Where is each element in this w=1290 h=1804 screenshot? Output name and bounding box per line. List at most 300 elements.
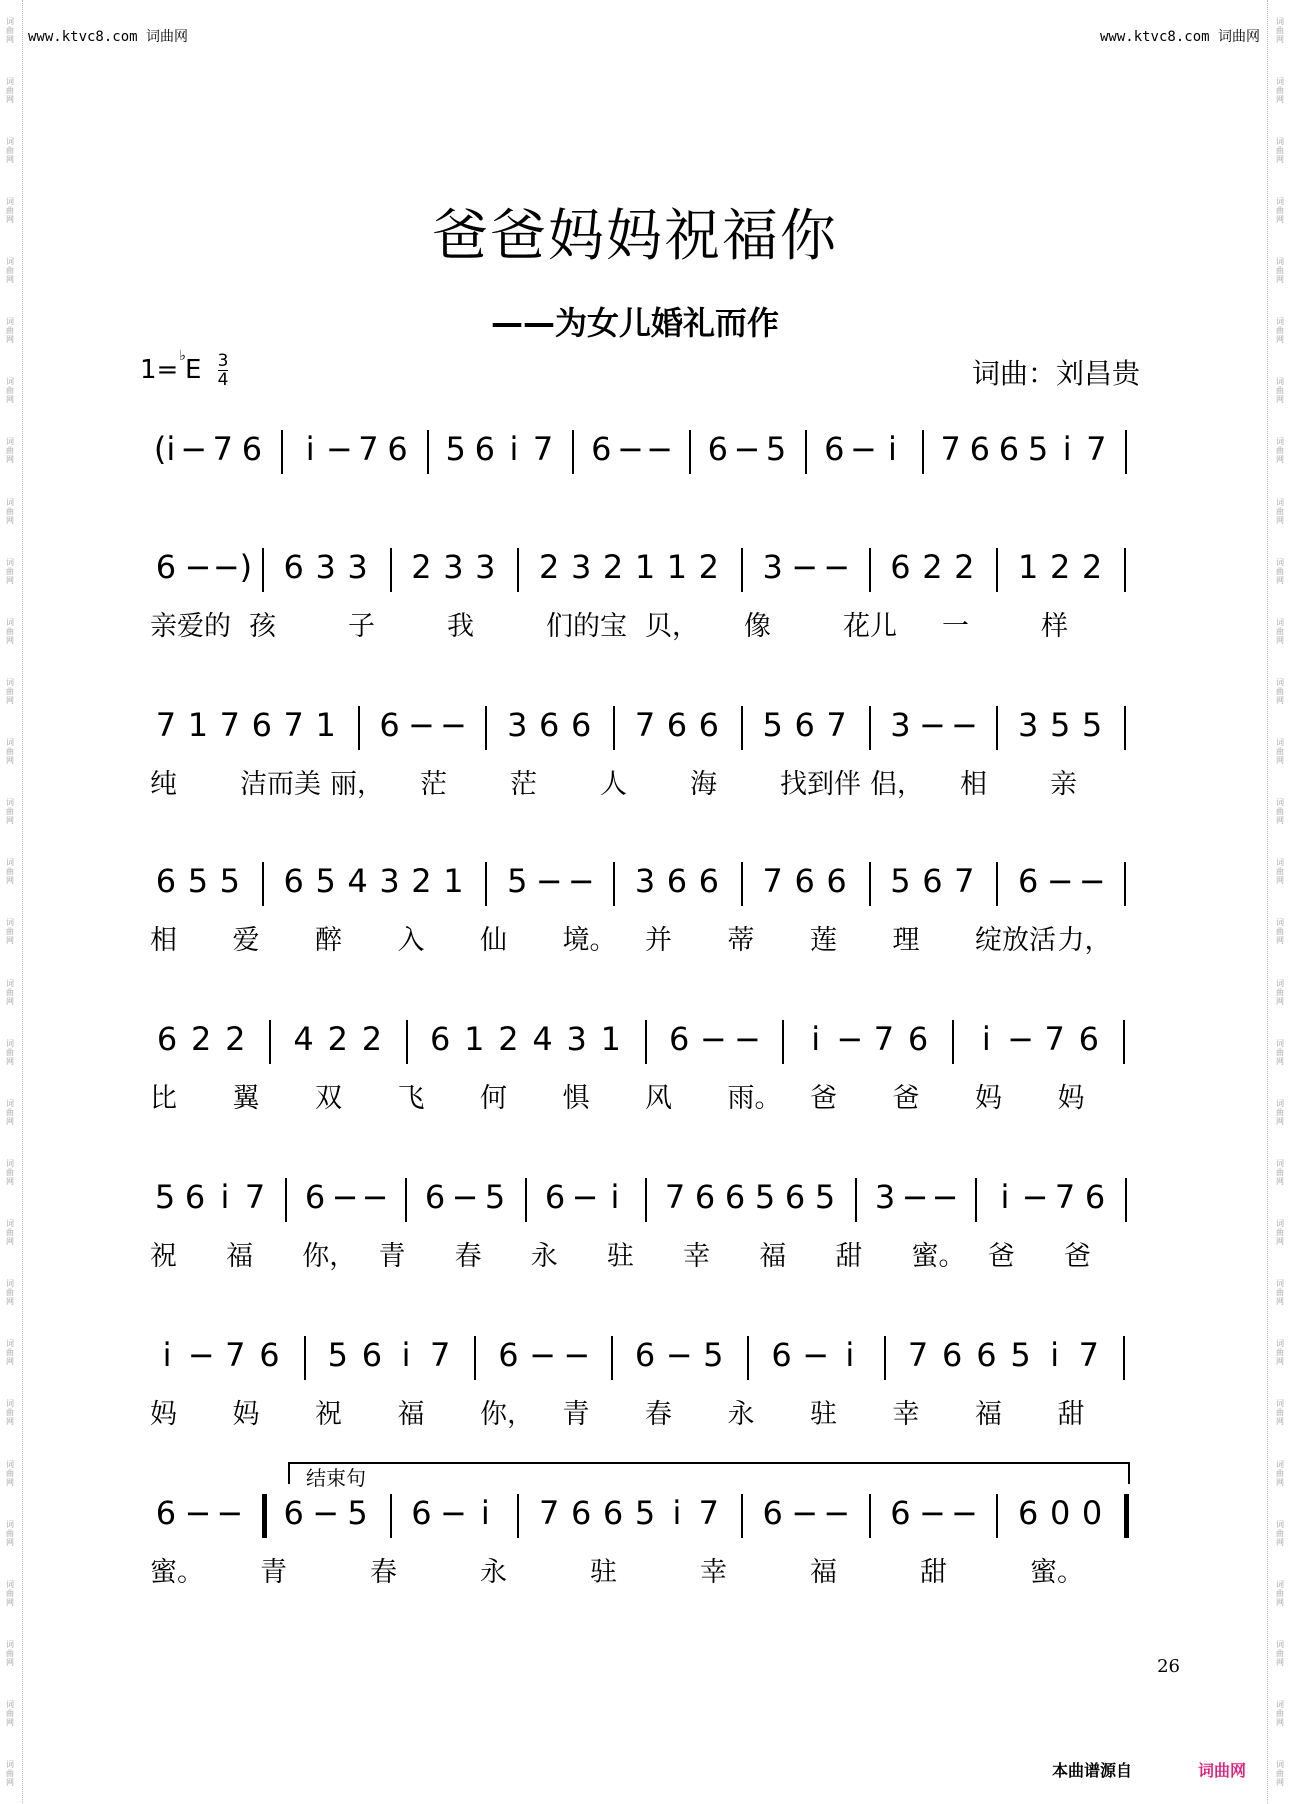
edge-watermark-text: 词曲网 <box>5 1038 15 1066</box>
note: 6 <box>668 1020 690 1058</box>
lyric-word: 爸 <box>1063 1241 1091 1272</box>
note: 6 <box>387 430 408 468</box>
edge-watermark-text: 词曲网 <box>5 257 15 285</box>
lyric-word: 爸 <box>987 1241 1015 1272</box>
note: 3 <box>443 548 464 586</box>
lyric-word: 一 <box>942 611 969 642</box>
note: i̇ <box>845 1336 855 1374</box>
note: i̇ <box>1000 1178 1010 1216</box>
lyrics-row <box>150 1076 1140 1116</box>
bar-line <box>1125 430 1127 474</box>
edge-watermark-text: 词曲网 <box>5 1760 15 1788</box>
bar-line <box>884 1336 886 1380</box>
bar-line <box>390 1494 392 1538</box>
note: 7 <box>532 430 554 468</box>
note: 6 <box>1084 1178 1106 1216</box>
lyric-word: 妈 <box>975 1083 1002 1114</box>
edge-watermark-text: 词曲网 <box>5 1399 15 1427</box>
edge-watermark-text: 词曲网 <box>1275 257 1285 285</box>
note: 6 <box>824 430 845 468</box>
note: i̇ <box>509 430 519 468</box>
bar-line <box>358 706 360 750</box>
score-notes-row <box>150 1178 1140 1226</box>
edge-watermark-text: 词曲网 <box>1275 798 1285 826</box>
note: 6 <box>1018 862 1039 900</box>
note: 1 <box>600 1020 622 1058</box>
note: 5 <box>347 1494 368 1532</box>
edge-watermark-text: 词曲网 <box>1275 1399 1285 1427</box>
edge-watermark-text: 词曲网 <box>1275 918 1285 946</box>
note: 6 <box>283 862 304 900</box>
edge-watermark-text: 词曲网 <box>5 136 15 164</box>
note: 5 <box>445 430 466 468</box>
edge-watermark-text: 词曲网 <box>5 858 15 886</box>
edge-watermark-text: 词曲网 <box>5 76 15 104</box>
note: i̇ <box>811 1020 821 1058</box>
note: 6 <box>969 430 991 468</box>
lyric-word: 青 <box>378 1241 406 1272</box>
note: 6 <box>251 706 272 744</box>
note: i̇ <box>672 1494 682 1532</box>
bar-line <box>474 1336 476 1380</box>
note: 6 <box>890 548 911 586</box>
time-signature-top: 3 <box>217 351 229 371</box>
bar-line <box>269 1020 271 1064</box>
lyrics-row <box>150 762 1140 802</box>
note: 6 <box>794 706 815 744</box>
note: 6 <box>784 1178 806 1216</box>
note: 6 <box>591 430 612 468</box>
edge-watermark-text: 词曲网 <box>1275 1760 1285 1788</box>
edge-watermark-text: 词曲网 <box>5 677 15 705</box>
note: 7 <box>664 1178 686 1216</box>
note: 3 <box>475 548 496 586</box>
lyric-word: 永 <box>530 1241 558 1272</box>
note: − <box>567 862 595 900</box>
bar-line <box>741 548 743 592</box>
lyrics-row <box>150 1392 1140 1432</box>
watermark-top-right: www.ktvc8.com 词曲网 <box>1099 29 1260 45</box>
note: 5 <box>762 706 783 744</box>
edge-watermark-text: 词曲网 <box>5 1459 15 1487</box>
ending-bracket <box>288 1462 1130 1490</box>
note: (i̇ <box>153 430 176 468</box>
lyric-word: 爸 <box>892 1083 920 1114</box>
note: 2 <box>411 548 432 586</box>
note: 7 <box>1054 1178 1076 1216</box>
lyric-word: 蜜。 <box>911 1241 966 1272</box>
note: 1 <box>666 548 688 586</box>
edge-watermark-text: 词曲网 <box>5 1339 15 1367</box>
lyric-word: 相 <box>150 925 177 956</box>
footer-source: 本曲谱源自 <box>1052 1761 1133 1780</box>
note: − <box>187 1336 215 1374</box>
lyric-word: 花儿 <box>843 611 897 642</box>
bar-line <box>390 548 392 592</box>
bar-line <box>869 1494 871 1538</box>
note: 6 <box>794 862 815 900</box>
note: − <box>919 706 946 744</box>
key-note: E <box>184 355 202 385</box>
ending-label: 结束句 <box>306 1466 366 1490</box>
note: 5 <box>634 1494 656 1532</box>
edge-watermark-text: 词曲网 <box>5 497 15 525</box>
lyric-word: 福 <box>975 1399 1002 1430</box>
lyric-word: 亲 <box>1050 769 1077 800</box>
note: − <box>823 1494 851 1532</box>
lyric-word: 妈 <box>232 1399 260 1430</box>
bar-line <box>1124 1494 1129 1538</box>
footer-site: 词曲网 <box>1198 1761 1247 1780</box>
lyric-word: 茫 <box>420 769 447 800</box>
bar-line <box>1124 548 1126 592</box>
bar-line <box>262 1494 267 1538</box>
note: 6 <box>155 548 177 586</box>
lyric-word: 春 <box>645 1399 672 1430</box>
lyric-word: 蜜。 <box>150 1557 204 1588</box>
bar-line <box>869 862 871 906</box>
note: − <box>312 1494 340 1532</box>
edge-watermark-text: 词曲网 <box>5 377 15 405</box>
note: 6 <box>694 1178 716 1216</box>
note: i̇ <box>1062 430 1072 468</box>
score-notes-row <box>150 862 1140 910</box>
lyric-word: 幸 <box>700 1557 727 1588</box>
edge-watermark-text: 词曲网 <box>5 1700 15 1728</box>
edge-watermark-text: 词曲网 <box>5 317 15 345</box>
note: 5 <box>1049 706 1071 744</box>
note: 5 <box>754 1178 776 1216</box>
note: 1 <box>1018 548 1039 586</box>
lyric-word: 春 <box>370 1557 397 1588</box>
note: − <box>665 1336 693 1374</box>
note: 3 <box>762 548 783 586</box>
lyric-word: 境。 <box>562 925 617 956</box>
bar-line <box>281 430 283 474</box>
note: 6 <box>539 706 560 744</box>
edge-watermark-text: 词曲网 <box>1275 1158 1285 1186</box>
lyric-word: 你， <box>480 1399 534 1430</box>
edge-watermark-text: 词曲网 <box>5 798 15 826</box>
score-notes-row <box>150 548 1140 596</box>
lyric-word: 福 <box>759 1241 787 1272</box>
note: 6 <box>602 1494 624 1532</box>
note: 7 <box>762 862 783 900</box>
lyric-word: 理 <box>892 925 920 956</box>
note: 2 <box>498 1020 519 1058</box>
note: 7 <box>954 862 975 900</box>
lyric-word: 醉 <box>315 925 342 956</box>
lyric-word: 纯 <box>150 769 177 800</box>
note: 6 <box>666 706 688 744</box>
note: 2 <box>225 1020 246 1058</box>
lyric-word: 甜 <box>920 1557 947 1588</box>
lyric-word: 惧 <box>562 1083 590 1114</box>
note: 4 <box>347 862 368 900</box>
bar-line <box>869 548 871 592</box>
note: − <box>1007 1020 1034 1058</box>
note: 2 <box>1049 548 1071 586</box>
note: 6 <box>1018 1494 1039 1532</box>
bar-line <box>405 1178 407 1222</box>
bar-line <box>869 706 871 750</box>
bar-line <box>782 1020 784 1064</box>
note: 2 <box>539 548 560 586</box>
note: 5 <box>814 1178 836 1216</box>
edge-watermark-text: 词曲网 <box>5 557 15 585</box>
note: − <box>1021 1178 1049 1216</box>
note: 6 <box>698 706 720 744</box>
bar-line <box>855 1178 857 1222</box>
note: i̇ <box>220 1178 230 1216</box>
lyric-word: 仙 <box>480 925 507 956</box>
lyric-word: 海 <box>690 769 717 800</box>
note: − <box>733 430 761 468</box>
note: 3 <box>566 1020 587 1058</box>
lyric-word: 爱 <box>232 925 260 956</box>
note: − <box>571 1178 599 1216</box>
note: − <box>1046 862 1074 900</box>
note: 5 <box>1027 430 1049 468</box>
lyric-word: 你， <box>302 1241 357 1272</box>
bar-line <box>262 548 264 592</box>
bar-line <box>975 1178 977 1222</box>
lyric-word: 甜 <box>835 1241 863 1272</box>
edge-watermark-text: 词曲网 <box>1275 738 1285 766</box>
note: 3 <box>347 548 368 586</box>
bar-line <box>517 548 519 592</box>
lyric-word: 妈 <box>1057 1083 1085 1114</box>
bar-line <box>645 1178 647 1222</box>
note: 1 <box>443 862 464 900</box>
note: − <box>331 1178 359 1216</box>
edge-watermark-text: 词曲网 <box>1275 136 1285 164</box>
note: 7 <box>698 1494 720 1532</box>
bar-line <box>1124 706 1126 750</box>
lyric-word: 福 <box>226 1241 254 1272</box>
note: 5 <box>154 1178 176 1216</box>
edge-watermark-text: 词曲网 <box>1275 1579 1285 1607</box>
bar-line <box>406 1020 408 1064</box>
note: 6 <box>724 1178 746 1216</box>
lyric-word: 们的宝 <box>546 611 627 642</box>
note: 3 <box>1018 706 1039 744</box>
lyric-word: 并 <box>645 925 672 956</box>
bar-line <box>572 430 574 474</box>
note: − <box>901 1178 929 1216</box>
note: 6 <box>379 706 400 744</box>
lyric-word: 人 <box>600 769 627 800</box>
lyric-word: 何 <box>480 1083 507 1114</box>
note: 7 <box>225 1336 246 1374</box>
lyric-word: 飞 <box>397 1083 425 1114</box>
note: 6 <box>155 1494 177 1532</box>
lyric-word: 孩 <box>249 611 276 642</box>
note: 3 <box>890 706 911 744</box>
note: 5 <box>765 430 787 468</box>
note: 6 <box>907 1020 929 1058</box>
lyric-word: 驻 <box>606 1241 634 1272</box>
note: −) <box>212 548 253 586</box>
note: 1 <box>634 548 656 586</box>
lyric-word: 福 <box>397 1399 425 1430</box>
note: 1 <box>187 706 209 744</box>
note: 6 <box>259 1336 280 1374</box>
edge-watermark-text: 词曲网 <box>5 1639 15 1667</box>
note: 3 <box>570 548 592 586</box>
note: 0 <box>1081 1494 1103 1532</box>
edge-watermark-text: 词曲网 <box>1275 1038 1285 1066</box>
lyrics-row <box>150 604 1140 644</box>
edge-watermark-text: 词曲网 <box>1275 1279 1285 1307</box>
bar-line <box>996 706 998 750</box>
edge-watermark-text: 词曲网 <box>1275 978 1285 1006</box>
note: − <box>617 430 644 468</box>
bar-line <box>427 430 429 474</box>
bar-line <box>922 430 924 474</box>
note: 2 <box>698 548 720 586</box>
note: 6 <box>424 1178 446 1216</box>
bar-line <box>741 1494 743 1538</box>
note: 7 <box>634 706 656 744</box>
edge-watermark-text: 词曲网 <box>5 1279 15 1307</box>
note: 6 <box>429 1020 451 1058</box>
lyric-word: 样 <box>1041 611 1068 642</box>
bar-line <box>645 1020 647 1064</box>
note: i̇ <box>1050 1336 1060 1374</box>
note: 3 <box>634 862 656 900</box>
score-notes-row <box>150 706 1140 754</box>
score-notes-row <box>150 1020 1140 1068</box>
bar-line <box>485 706 487 750</box>
bar-line <box>1123 1336 1125 1380</box>
bar-line <box>996 1494 998 1538</box>
lyric-word: 像 <box>744 611 771 642</box>
note: − <box>931 1178 959 1216</box>
note: − <box>535 862 563 900</box>
note: 5 <box>484 1178 506 1216</box>
note: 0 <box>1049 1494 1071 1532</box>
note: i̇ <box>981 1020 991 1058</box>
bar-line <box>805 430 807 474</box>
note: 5 <box>1081 706 1103 744</box>
edge-watermark-text: 词曲网 <box>5 738 15 766</box>
bar-line <box>1124 862 1126 906</box>
note: 5 <box>507 862 528 900</box>
note: − <box>919 1494 946 1532</box>
note: − <box>529 1336 556 1374</box>
key-prefix: 1= <box>140 355 179 385</box>
edge-watermark-text: 词曲网 <box>1275 16 1285 44</box>
note: 6 <box>998 430 1020 468</box>
note: 4 <box>293 1020 314 1058</box>
note: 6 <box>666 862 688 900</box>
lyric-word: 风 <box>645 1083 672 1114</box>
bar-line <box>747 1336 749 1380</box>
note: 6 <box>156 1020 178 1058</box>
time-signature-bottom: 4 <box>217 370 229 390</box>
note: 2 <box>1081 548 1103 586</box>
note: − <box>802 1336 830 1374</box>
edge-watermark-text: 词曲网 <box>5 617 15 645</box>
note: 7 <box>283 706 304 744</box>
edge-watermark-text: 词曲网 <box>1275 1459 1285 1487</box>
note: 6 <box>241 430 263 468</box>
lyric-word: 驻 <box>590 1557 617 1588</box>
edge-watermark-text: 词曲网 <box>1275 196 1285 224</box>
bar-line <box>996 862 998 906</box>
bar-line <box>613 706 615 750</box>
lyric-word: 幸 <box>683 1241 711 1272</box>
note: 5 <box>703 1336 724 1374</box>
note: 7 <box>155 706 177 744</box>
edge-watermark-text: 词曲网 <box>1275 1098 1285 1126</box>
note: 3 <box>874 1178 896 1216</box>
note: 6 <box>826 862 847 900</box>
edge-watermark-text: 词曲网 <box>5 437 15 465</box>
note: 5 <box>1010 1336 1031 1374</box>
edge-watermark-text: 词曲网 <box>5 978 15 1006</box>
note: − <box>361 1178 389 1216</box>
note: 7 <box>244 1178 266 1216</box>
lyric-word: 蒂 <box>727 925 755 956</box>
note: 7 <box>219 706 240 744</box>
note: 7 <box>212 430 233 468</box>
note: − <box>184 548 212 586</box>
note: 6 <box>707 430 728 468</box>
score-notes-row <box>150 430 1140 478</box>
edge-watermark-text: 词曲网 <box>5 918 15 946</box>
note: i̇ <box>610 1178 620 1216</box>
lyrics-row <box>150 486 1140 526</box>
bar-line <box>996 548 998 592</box>
note: 7 <box>1044 1020 1065 1058</box>
lyric-word: 茫 <box>510 769 537 800</box>
note: 6 <box>498 1336 519 1374</box>
note: 7 <box>826 706 847 744</box>
note: 6 <box>976 1336 997 1374</box>
note: 4 <box>532 1020 553 1058</box>
lyric-word: 雨。 <box>727 1083 782 1114</box>
note: − <box>699 1020 727 1058</box>
lyric-word: 我 <box>447 611 474 642</box>
note: i̇ <box>480 1494 490 1532</box>
lyric-word: 翼 <box>232 1083 260 1114</box>
bar-line <box>485 862 487 906</box>
lyric-word: 青 <box>562 1399 590 1430</box>
edge-watermark-text: 词曲网 <box>1275 437 1285 465</box>
note: − <box>216 1494 244 1532</box>
note: − <box>408 706 435 744</box>
right-edge-watermark <box>1272 0 1288 1804</box>
note: 2 <box>922 548 943 586</box>
edge-watermark-text: 词曲网 <box>1275 1219 1285 1247</box>
note: − <box>791 1494 819 1532</box>
lyric-word: 福 <box>810 1557 837 1588</box>
song-title: 爸爸妈妈祝福你 <box>432 204 838 269</box>
lyric-word: 幸 <box>892 1399 920 1430</box>
note: 7 <box>539 1494 560 1532</box>
note: − <box>451 1178 479 1216</box>
note: 5 <box>890 862 911 900</box>
note: i̇ <box>401 1336 411 1374</box>
lyric-word: 绽放活 <box>975 925 1056 956</box>
lyric-word: 春 <box>454 1241 482 1272</box>
note: 6 <box>942 1336 963 1374</box>
note: 6 <box>361 1336 383 1374</box>
note: − <box>791 548 819 586</box>
edge-watermark-text: 词曲网 <box>1275 1700 1285 1728</box>
